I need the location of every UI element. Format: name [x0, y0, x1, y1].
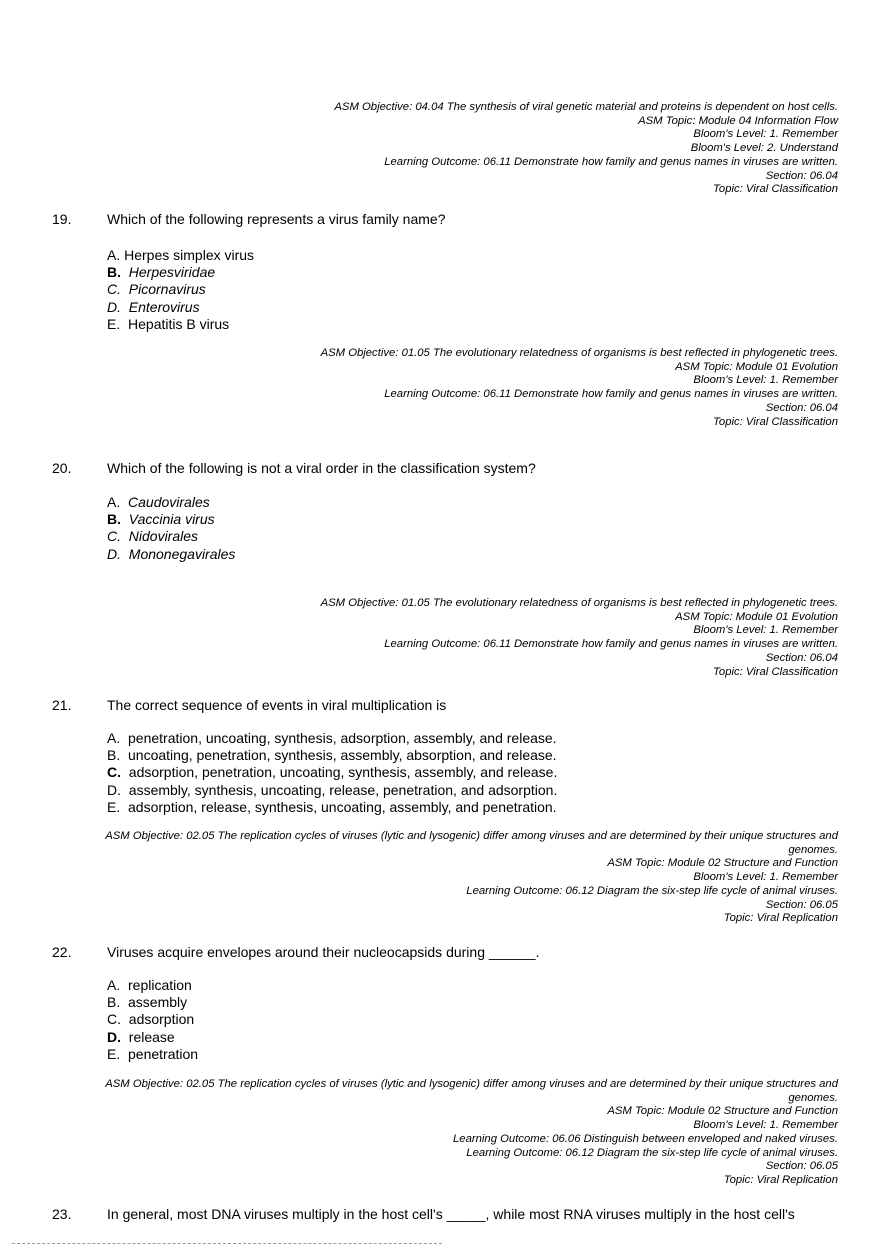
option-a: [107, 494, 235, 511]
option-letter: B.: [107, 511, 121, 528]
metadata-line: Section: 06.05: [765, 1160, 838, 1173]
option-b: [107, 264, 254, 281]
option-text: uncoating, penetration, synthesis, assembly, absorption, and release.: [128, 747, 557, 764]
metadata-line: Bloom's Level: 1. Remember: [693, 871, 838, 884]
option-text: Nidovirales: [128, 528, 199, 545]
metadata-line: Topic: Viral Classification: [713, 665, 838, 678]
option-b: [107, 994, 198, 1011]
metadata-line: Topic: Viral Classification: [713, 183, 838, 196]
option-letter: A.: [107, 494, 121, 510]
metadata-line: ASM Objective: 01.05 The evolutionary relatedness of organisms is best reflected in phylogenetic trees.: [320, 347, 838, 359]
option-text: assembly: [128, 994, 188, 1011]
option-text: Herpes simplex virus: [124, 247, 255, 263]
option-e: [107, 799, 557, 816]
option-letter: C.: [107, 528, 121, 545]
metadata-line: Section: 06.05: [765, 898, 838, 911]
question-number: 20.: [52, 460, 72, 476]
question-number: 19.: [52, 211, 72, 227]
option-letter: D.: [107, 545, 121, 562]
question-19-options: [107, 247, 254, 333]
option-text: Herpesviridae: [128, 264, 216, 281]
metadata-line: ASM Objective: 01.05 The evolutionary relatedness of organisms is best reflected in phylogenetic trees.: [320, 597, 838, 609]
option-c: [107, 281, 254, 298]
metadata-line: Learning Outcome: 06.12 Diagram the six-step life cycle of animal viruses.: [466, 884, 838, 897]
metadata-line: Learning Outcome: 06.06 Distinguish between enveloped and naked viruses.: [453, 1132, 838, 1145]
question-number: 23.: [52, 1206, 72, 1222]
metadata-line: ASM Topic: Module 01 Evolution: [675, 610, 838, 623]
option-b: [107, 511, 235, 528]
option-letter: B.: [107, 264, 121, 281]
metadata-line: ASM Topic: Module 01 Evolution: [675, 360, 838, 373]
option-letter: A.: [107, 977, 121, 993]
metadata-line: ASM Topic: Module 02 Structure and Function: [607, 1105, 838, 1118]
metadata-line: Topic: Viral Replication: [723, 1173, 838, 1186]
option-d: [107, 782, 557, 799]
metadata-line: Bloom's Level: 1. Remember: [693, 624, 838, 637]
question-22-metadata: [66, 1078, 838, 1188]
metadata-line: Bloom's Level: 1. Remember: [693, 1119, 838, 1132]
metadata-line: Learning Outcome: 06.11 Demonstrate how family and genus names in viruses are written.: [384, 388, 838, 401]
option-letter: D.: [107, 298, 121, 315]
question-20-options: [107, 494, 235, 563]
option-a: [107, 247, 254, 264]
question-21-options: [107, 730, 557, 816]
question-stem: Which of the following is not a viral order in the classification system?: [107, 460, 536, 476]
option-text: Hepatitis B virus: [128, 315, 230, 332]
question-22-options: [107, 977, 198, 1063]
question-20-metadata: [321, 597, 838, 679]
option-letter: C.: [107, 281, 121, 298]
metadata-line: ASM Topic: Module 02 Structure and Function: [607, 857, 838, 870]
option-text: adsorption, penetration, uncoating, synthesis, assembly, and release.: [128, 764, 558, 781]
metadata-line: Learning Outcome: 06.11 Demonstrate how family and genus names in viruses are written.: [384, 155, 838, 168]
option-text: Caudovirales: [128, 494, 210, 510]
question-number: 22.: [52, 944, 72, 960]
option-letter: C.: [107, 764, 121, 781]
option-letter: D.: [107, 1028, 121, 1045]
question-stem: Viruses acquire envelopes around their nucleocapsids during ______.: [107, 944, 540, 960]
question-number: 21.: [52, 697, 72, 713]
option-text: assembly, synthesis, uncoating, release, penetration, and adsorption.: [128, 781, 558, 798]
option-b: [107, 747, 557, 764]
option-letter: E.: [107, 1045, 121, 1062]
option-letter: D.: [107, 781, 121, 798]
option-letter: C.: [107, 1011, 121, 1028]
metadata-line: Topic: Viral Replication: [723, 912, 838, 925]
metadata-line: ASM Objective: 02.05 The replication cycles of viruses (lytic and lysogenic) differ among viruses and are determined by their unique structures and genomes.: [105, 830, 838, 856]
option-text: replication: [128, 977, 192, 993]
option-text: adsorption, release, synthesis, uncoating, assembly, and penetration.: [128, 798, 557, 815]
question-21-metadata: [66, 830, 838, 926]
metadata-line: ASM Objective: 02.05 The replication cycles of viruses (lytic and lysogenic) differ among viruses and are determined by their unique structures and genomes.: [105, 1078, 838, 1104]
metadata-line: Section: 06.04: [765, 169, 838, 182]
option-d: [107, 299, 254, 316]
option-text: Enterovirus: [128, 298, 200, 315]
footer-divider: [12, 1243, 442, 1244]
metadata-line: Learning Outcome: 06.12 Diagram the six-step life cycle of animal viruses.: [466, 1146, 838, 1159]
metadata-line: Topic: Viral Classification: [713, 415, 838, 428]
question-stem: The correct sequence of events in viral multiplication is: [107, 697, 447, 713]
option-e: [107, 1046, 198, 1063]
option-text: adsorption: [128, 1011, 195, 1028]
metadata-line: Section: 06.04: [765, 401, 838, 414]
option-text: penetration, uncoating, synthesis, adsorption, assembly, and release.: [128, 730, 557, 746]
question-18-metadata: [334, 101, 838, 197]
question-19-metadata: [321, 347, 838, 429]
option-c: [107, 528, 235, 545]
option-letter: A.: [107, 247, 121, 263]
option-text: release: [128, 1028, 175, 1045]
option-a: [107, 977, 198, 994]
option-text: Mononegavirales: [128, 545, 236, 562]
option-text: penetration: [128, 1045, 199, 1062]
option-letter: E.: [107, 315, 121, 332]
option-text: Vaccinia virus: [128, 511, 215, 528]
option-letter: A.: [107, 730, 121, 746]
metadata-line: Bloom's Level: 1. Remember: [693, 374, 838, 387]
option-text: Picornavirus: [128, 281, 206, 298]
option-letter: B.: [107, 747, 121, 764]
metadata-line: Section: 06.04: [765, 651, 838, 664]
metadata-line: ASM Topic: Module 04 Information Flow: [638, 114, 838, 127]
metadata-line: ASM Objective: 04.04 The synthesis of viral genetic material and proteins is dependent on host cells.: [334, 101, 838, 113]
option-c: [107, 1011, 198, 1028]
question-stem: In general, most DNA viruses multiply in the host cell's _____, while most RNA viruses multiply in the host cell's: [107, 1206, 795, 1222]
option-c: [107, 764, 557, 781]
metadata-line: Bloom's Level: 1. Remember: [693, 128, 838, 141]
option-letter: B.: [107, 994, 121, 1011]
metadata-line: Bloom's Level: 2. Understand: [690, 142, 838, 155]
option-letter: E.: [107, 798, 121, 815]
question-stem: Which of the following represents a virus family name?: [107, 211, 446, 227]
option-a: [107, 730, 557, 747]
option-e: [107, 316, 254, 333]
metadata-line: Learning Outcome: 06.11 Demonstrate how family and genus names in viruses are written.: [384, 638, 838, 651]
option-d: [107, 1029, 198, 1046]
option-d: [107, 546, 235, 563]
